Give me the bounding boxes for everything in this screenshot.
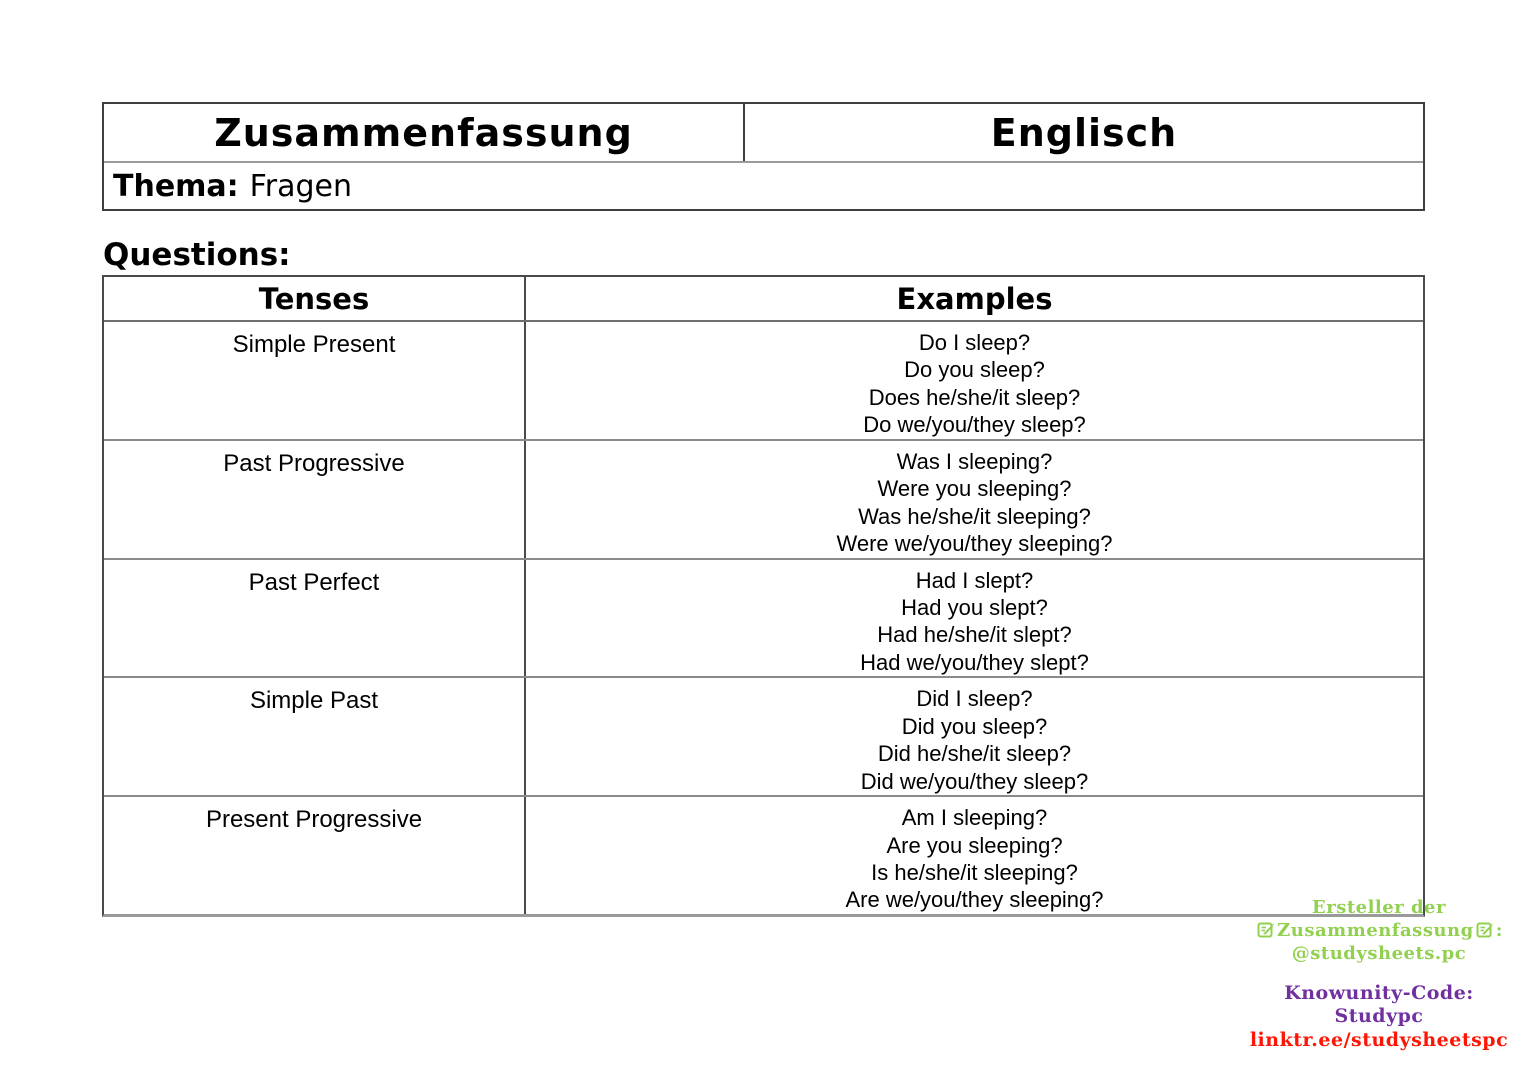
example-line: Does he/she/it sleep? bbox=[868, 384, 1081, 410]
tense-cell: Simple Present bbox=[104, 322, 526, 439]
creator-line-1: Ersteller der bbox=[1311, 897, 1446, 918]
memo-icon bbox=[1476, 921, 1494, 939]
questions-section-heading: Questions: bbox=[103, 237, 291, 273]
example-line: Had we/you/they slept? bbox=[860, 649, 1089, 675]
table-row bbox=[104, 322, 1423, 441]
linktree-url: linktr.ee/studysheetspc bbox=[1249, 1029, 1509, 1051]
example-line: Were we/you/they sleeping? bbox=[836, 531, 1113, 557]
example-line: Were you sleeping? bbox=[877, 476, 1072, 502]
example-line: Was I sleeping? bbox=[896, 448, 1053, 474]
column-header-examples: Examples bbox=[896, 281, 1053, 316]
examples-cell bbox=[526, 441, 1423, 558]
header-title-row bbox=[104, 104, 1423, 163]
creator-word: Zusammenfassung bbox=[1277, 920, 1474, 941]
example-line: Are you sleeping? bbox=[886, 832, 1063, 858]
questions-table bbox=[102, 275, 1425, 917]
creator-handle: @studysheets.pc bbox=[1291, 943, 1467, 964]
tense-cell: Past Perfect bbox=[104, 560, 526, 677]
table-row bbox=[104, 797, 1423, 914]
thema-value: Fragen bbox=[249, 168, 352, 204]
examples-cell bbox=[526, 678, 1423, 795]
example-line: Did we/you/they sleep? bbox=[860, 768, 1089, 794]
credits-block bbox=[1233, 896, 1525, 1052]
column-header-tenses: Tenses bbox=[104, 277, 526, 320]
tense-cell: Present Progressive bbox=[104, 797, 526, 914]
table-row bbox=[104, 678, 1423, 797]
examples-cell bbox=[526, 322, 1423, 439]
knowunity-label: Knowunity-Code: bbox=[1284, 982, 1474, 1004]
thema-row bbox=[104, 163, 1423, 209]
doc-type-title: Zusammenfassung bbox=[214, 110, 633, 155]
example-line: Had I slept? bbox=[915, 567, 1034, 593]
tense-cell: Simple Past bbox=[104, 678, 526, 795]
subject-title: Englisch bbox=[990, 110, 1178, 155]
credits-spacer bbox=[1233, 965, 1525, 982]
example-line: Am I sleeping? bbox=[901, 805, 1048, 831]
questions-table-header bbox=[104, 277, 1423, 322]
example-line: Do you sleep? bbox=[904, 357, 1045, 383]
example-line: Do I sleep? bbox=[918, 330, 1031, 355]
table-row bbox=[104, 441, 1423, 560]
examples-cell bbox=[526, 560, 1423, 677]
example-line: Had you slept? bbox=[901, 595, 1048, 620]
example-line: Did he/she/it sleep? bbox=[877, 741, 1072, 767]
example-line: Had he/she/it slept? bbox=[877, 622, 1072, 648]
memo-icon bbox=[1257, 921, 1275, 939]
example-line: Do we/you/they sleep? bbox=[863, 412, 1086, 438]
example-line: Did I sleep? bbox=[916, 686, 1033, 712]
thema-label: Thema: bbox=[113, 168, 239, 204]
header-table bbox=[102, 102, 1425, 211]
tense-cell: Past Progressive bbox=[104, 441, 526, 558]
creator-line-2 bbox=[1233, 919, 1525, 942]
example-line: Did you sleep? bbox=[901, 713, 1048, 739]
example-line: Is he/she/it sleeping? bbox=[871, 860, 1078, 885]
knowunity-code: Studypc bbox=[1334, 1005, 1424, 1027]
creator-colon: : bbox=[1495, 920, 1503, 941]
header-cell-subject bbox=[745, 104, 1423, 161]
table-row bbox=[104, 560, 1423, 679]
example-line: Was he/she/it sleeping? bbox=[858, 503, 1091, 529]
header-cell-zusammenfassung bbox=[104, 104, 745, 161]
example-line: Are we/you/they sleeping? bbox=[845, 887, 1104, 913]
